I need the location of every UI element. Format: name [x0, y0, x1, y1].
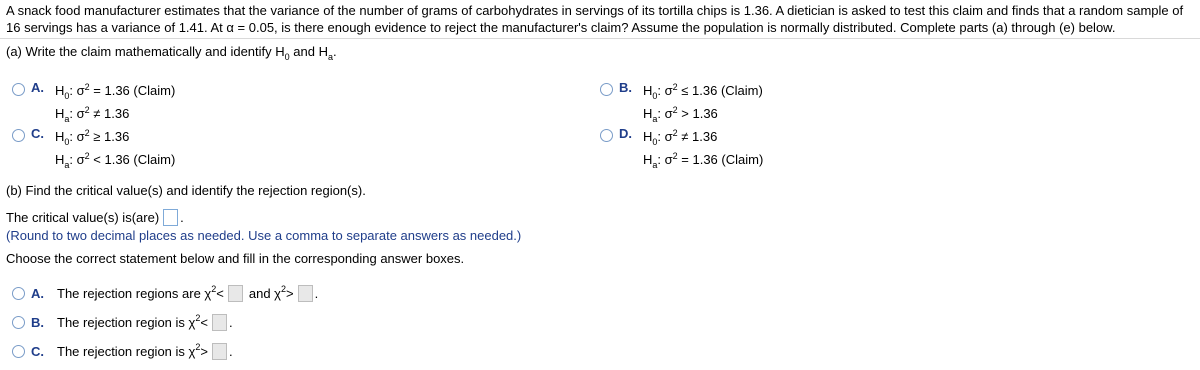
radio-button[interactable] — [600, 83, 613, 96]
rejection-option-c[interactable]: C. The rejection region is χ 2 > . — [12, 343, 233, 360]
alternative-hypothesis: $H_a$: $\sigma^2 < 1.36$ (Claim) — [55, 151, 176, 170]
alternative-hypothesis: $H_a$: $\sigma^2 > 1.36$ — [643, 105, 718, 124]
hypotheses — [55, 126, 175, 172]
radio-button[interactable] — [600, 129, 613, 142]
radio-button[interactable] — [12, 83, 25, 96]
part-a-prompt: (a) Write the claim mathematically and identify $H_0$ and $H_a$. — [6, 44, 337, 62]
hypotheses — [643, 80, 763, 126]
hypotheses — [643, 126, 763, 172]
null-hypothesis: $H_0$: $\sigma^2 = 1.36$ (Claim) — [55, 82, 176, 101]
option-a[interactable] — [12, 80, 175, 126]
option-b[interactable] — [600, 80, 763, 126]
null-hypothesis: $H_0$: $\sigma^2 \ne 1.36$ — [643, 128, 718, 147]
alternative-hypothesis: $H_a$: $\sigma^2 = 1.36$ (Claim) — [643, 151, 764, 170]
option-letter: C. — [31, 126, 44, 141]
radio-button[interactable] — [12, 316, 25, 329]
upper-chi-input[interactable] — [298, 285, 313, 302]
radio-button[interactable] — [12, 287, 25, 300]
critical-value-input[interactable] — [163, 209, 178, 226]
option-c[interactable] — [12, 126, 175, 172]
radio-button[interactable] — [12, 129, 25, 142]
option-letter: B. — [619, 80, 632, 95]
alternative-hypothesis: $H_a$: $\sigma^2 \ne 1.36$ — [55, 105, 130, 124]
option-letter: B. — [31, 315, 44, 330]
choose-instruction: Choose the correct statement below and fill in the corresponding answer boxes. — [6, 251, 465, 266]
option-letter: D. — [619, 126, 632, 141]
part-b-title: (b) Find the critical value(s) and identify the rejection region(s). — [6, 183, 366, 198]
divider — [0, 38, 1200, 39]
null-hypothesis: $H_0$: $\sigma^2 \ge 1.36$ — [55, 128, 130, 147]
chi-input[interactable] — [212, 343, 227, 360]
problem-statement: A snack food manufacturer estimates that the variance of the number of grams of carbohydrates in servings of its tortilla chips is 1.36. A dietician is asked to test this claim and finds that a random sample of 16 servings has a variance of 1.41. At α = 0.05, is there enough evidence to reject the manufacturer's claim? Assume the population is normally distributed. Complete parts (a) through (e) below. — [6, 3, 1184, 35]
null-hypothesis: $H_0$: $\sigma^2 \le 1.36$ (Claim) — [643, 82, 763, 101]
critical-value-line: The critical value(s) is(are) . — [6, 210, 184, 225]
hypotheses — [55, 80, 175, 126]
option-letter: A. — [31, 286, 44, 301]
rejection-option-b[interactable]: B. The rejection region is χ 2 < . — [12, 314, 233, 331]
radio-button[interactable] — [12, 345, 25, 358]
chi-input[interactable] — [212, 314, 227, 331]
rejection-option-a[interactable]: A. The rejection regions are χ 2 < and χ 2 > . — [12, 285, 318, 302]
option-letter: C. — [31, 344, 44, 359]
option-d[interactable] — [600, 126, 763, 172]
option-letter: A. — [31, 80, 44, 95]
lower-chi-input[interactable] — [228, 285, 243, 302]
rounding-note: (Round to two decimal places as needed. Use a comma to separate answers as needed.) — [6, 228, 522, 243]
